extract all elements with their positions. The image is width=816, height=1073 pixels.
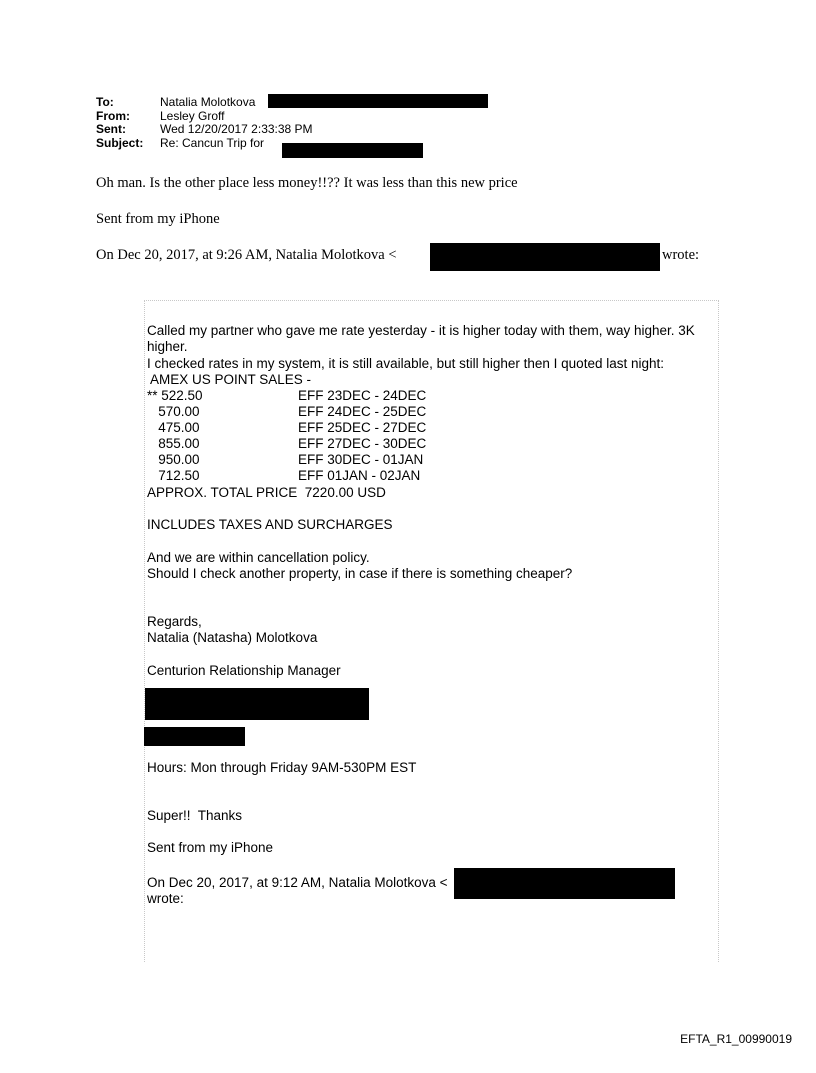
rate-amount: 712.50 <box>147 468 200 483</box>
rate-row <box>147 388 426 404</box>
quote-intro-start: On Dec 20, 2017, at 9:26 AM, Natalia Molotkova < <box>96 247 397 263</box>
quote-intro-end: wrote: <box>662 247 700 263</box>
sent-value: Wed 12/20/2017 2:33:38 PM <box>160 122 313 136</box>
rate-period: EFF 24DEC - 25DEC <box>298 404 427 419</box>
sender-name: Natalia (Natasha) Molotkova <box>147 630 318 645</box>
subject-value: Re: Cancun Trip for <box>160 135 265 150</box>
total-price: APPROX. TOTAL PRICE 7220.00 USD <box>147 485 386 500</box>
quoted-signature: Sent from my iPhone <box>147 840 274 855</box>
rate-period: EFF 01JAN - 02JAN <box>298 468 421 483</box>
rate-amount: ** 522.50 <box>147 388 203 403</box>
office-hours: Hours: Mon through Friday 9AM-530PM EST <box>147 760 417 775</box>
super-thanks: Super!! Thanks <box>147 808 243 823</box>
redaction-subject <box>282 143 423 158</box>
cancellation-policy: And we are within cancellation policy. <box>147 550 370 565</box>
sent-row <box>96 123 313 137</box>
rate-row <box>147 420 426 436</box>
redaction-sender-email <box>430 243 660 271</box>
redaction-phone <box>144 727 245 746</box>
from-value: Lesley Groff <box>160 108 225 123</box>
quote-intro-2: On Dec 20, 2017, at 9:12 AM, Natalia Molotkova < <box>147 875 448 890</box>
regards: Regards, <box>147 614 202 629</box>
rate-amount: 570.00 <box>147 404 200 419</box>
quoted-line-3: I checked rates in my system, it is still available, but still higher then I quoted last night: <box>147 356 664 371</box>
sent-label: Sent: <box>96 122 126 136</box>
from-label: From: <box>96 108 130 123</box>
subject-row <box>96 137 313 151</box>
rate-amount: 855.00 <box>147 436 200 451</box>
rate-period: EFF 30DEC - 01JAN <box>298 452 424 467</box>
redaction-to-email <box>268 94 488 108</box>
rate-amount: 475.00 <box>147 420 200 435</box>
to-value: Natalia Molotkova <box>160 95 256 109</box>
to-label: To: <box>96 95 114 109</box>
redaction-sender-email-2 <box>454 868 675 899</box>
rate-amount: 950.00 <box>147 452 200 467</box>
rate-period: EFF 25DEC - 27DEC <box>298 420 427 435</box>
rate-row <box>147 452 423 468</box>
rate-row <box>147 436 426 452</box>
reply-signature: Sent from my iPhone <box>96 211 220 227</box>
from-row <box>96 110 313 124</box>
rate-row <box>147 468 420 484</box>
rates-title: AMEX US POINT SALES - <box>147 372 312 387</box>
subject-label: Subject: <box>96 135 144 150</box>
bates-number: EFTA_R1_00990019 <box>680 1032 792 1046</box>
reply-body: Oh man. Is the other place less money!!?? It was less than this new price <box>96 175 518 191</box>
quoted-line-2: higher. <box>147 339 188 354</box>
rate-period: EFF 27DEC - 30DEC <box>298 436 427 451</box>
quote-intro-2-end: wrote: <box>147 891 184 906</box>
quoted-line-1: Called my partner who gave me rate yesterday - it is higher today with them, way higher. 3K <box>147 323 695 338</box>
check-another-property: Should I check another property, in case if there is something cheaper? <box>147 566 573 581</box>
rate-period: EFF 23DEC - 24DEC <box>298 388 427 403</box>
sender-title: Centurion Relationship Manager <box>147 663 341 678</box>
redaction-contact-block <box>145 688 369 720</box>
includes-taxes: INCLUDES TAXES AND SURCHARGES <box>147 517 393 532</box>
rate-row <box>147 404 426 420</box>
